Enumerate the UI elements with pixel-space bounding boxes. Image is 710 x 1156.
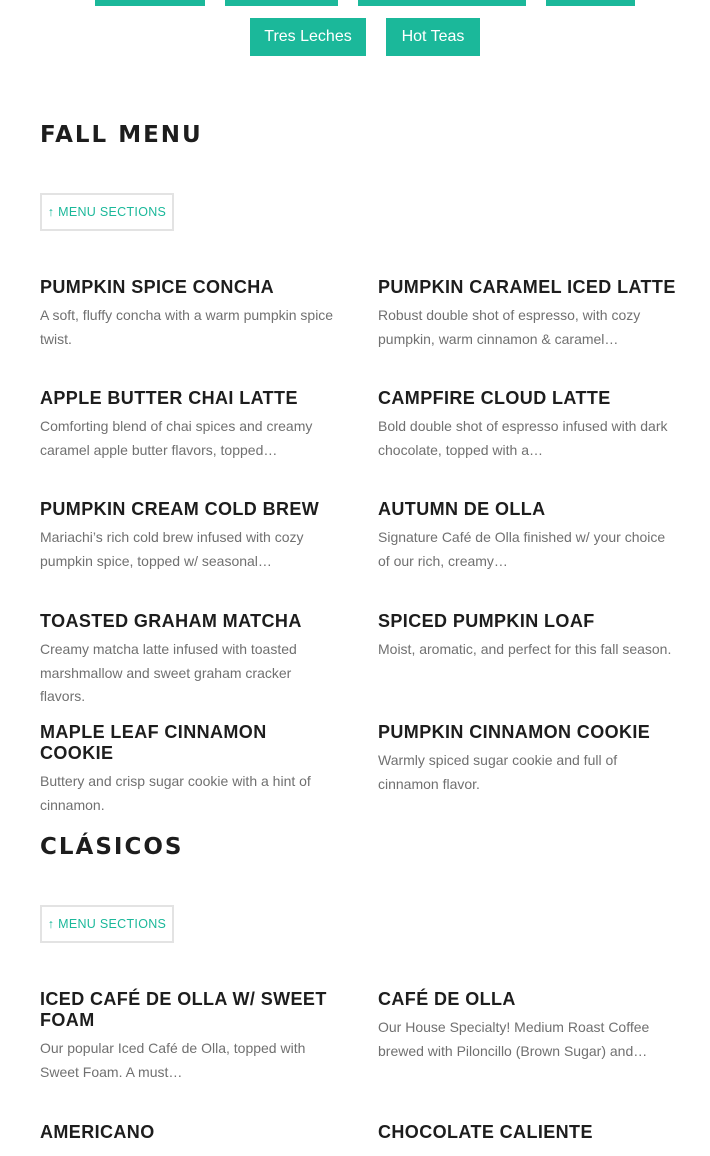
menu-item[interactable] <box>40 722 340 817</box>
menu-item-name: PUMPKIN SPICE CONCHA <box>40 277 275 297</box>
menu-item-description: Bold double shot of espresso infused with dark chocolate, topped with a… <box>378 418 668 458</box>
nav-pill[interactable] <box>225 0 338 6</box>
menu-item-name: SPICED PUMPKIN LOAF <box>378 611 595 631</box>
menu-item[interactable] <box>40 611 340 709</box>
menu-item[interactable] <box>40 989 340 1084</box>
menu-item-description: Signature Café de Olla finished w/ your choice of our rich, creamy… <box>378 529 666 569</box>
menu-item-description: Our popular Iced Café de Olla, topped with Sweet Foam. A must… <box>40 1040 306 1080</box>
menu-item[interactable] <box>378 277 678 351</box>
menu-item-name: APPLE BUTTER CHAI LATTE <box>40 388 298 408</box>
section-title-clasicos: CLÁSICOS <box>40 834 184 860</box>
nav-pill[interactable] <box>546 0 635 6</box>
menu-item-description: Comforting blend of chai spices and creamy caramel apple butter flavors, topped… <box>40 418 313 458</box>
menu-item[interactable] <box>378 722 678 796</box>
menu-item[interactable] <box>378 388 678 462</box>
menu-item-description: A soft, fluffy concha with a warm pumpkin spice twist. <box>40 307 334 347</box>
menu-item-name: MAPLE LEAF CINNAMON COOKIE <box>40 722 267 763</box>
menu-item-name: PUMPKIN CREAM COLD BREW <box>40 499 320 519</box>
menu-item[interactable] <box>40 388 340 462</box>
menu-item[interactable] <box>378 499 678 573</box>
nav-pill-hot-teas[interactable]: Hot Teas <box>386 18 480 56</box>
section-title-fall-menu: FALL MENU <box>40 122 203 148</box>
menu-item-name: TOASTED GRAHAM MATCHA <box>40 611 302 631</box>
menu-item-description: Robust double shot of espresso, with cozy pumpkin, warm cinnamon & caramel… <box>378 307 641 347</box>
nav-pill[interactable] <box>358 0 526 6</box>
menu-item[interactable] <box>378 611 678 662</box>
menu-item-description: Our House Specialty! Medium Roast Coffee brewed with Piloncillo (Brown Sugar) and… <box>378 1019 650 1059</box>
menu-sections-button[interactable]: ↑ MENU SECTIONS <box>40 905 174 943</box>
menu-item-description: Warmly spiced sugar cookie and full of cinnamon flavor. <box>378 752 618 792</box>
menu-item-name: PUMPKIN CINNAMON COOKIE <box>378 722 651 742</box>
menu-item-name: CAMPFIRE CLOUD LATTE <box>378 388 611 408</box>
menu-item-description: Moist, aromatic, and perfect for this fall season. <box>378 641 672 657</box>
menu-item[interactable] <box>378 1122 678 1149</box>
menu-item-name: CAFÉ DE OLLA <box>378 989 516 1009</box>
menu-item[interactable] <box>40 499 340 573</box>
nav-pill-tres-leches[interactable]: Tres Leches <box>250 18 366 56</box>
menu-item-name: PUMPKIN CARAMEL ICED LATTE <box>378 277 676 297</box>
menu-item-name: AMERICANO <box>40 1122 155 1142</box>
menu-sections-button[interactable]: ↑ MENU SECTIONS <box>40 193 174 231</box>
menu-item-description: Creamy matcha latte infused with toasted marshmallow and sweet graham cracker flavors. <box>40 641 297 704</box>
nav-pill[interactable] <box>95 0 205 6</box>
menu-item[interactable] <box>40 1122 340 1149</box>
menu-item-name: AUTUMN DE OLLA <box>378 499 546 519</box>
menu-item-description: Mariachi’s rich cold brew infused with cozy pumpkin spice, topped w/ seasonal… <box>40 529 304 569</box>
menu-item[interactable] <box>40 277 340 351</box>
menu-item-name: ICED CAFÉ DE OLLA W/ SWEET FOAM <box>40 989 327 1030</box>
menu-item-description: Buttery and crisp sugar cookie with a hint of cinnamon. <box>40 773 311 813</box>
menu-item-name: CHOCOLATE CALIENTE <box>378 1122 593 1142</box>
menu-item[interactable] <box>378 989 678 1063</box>
